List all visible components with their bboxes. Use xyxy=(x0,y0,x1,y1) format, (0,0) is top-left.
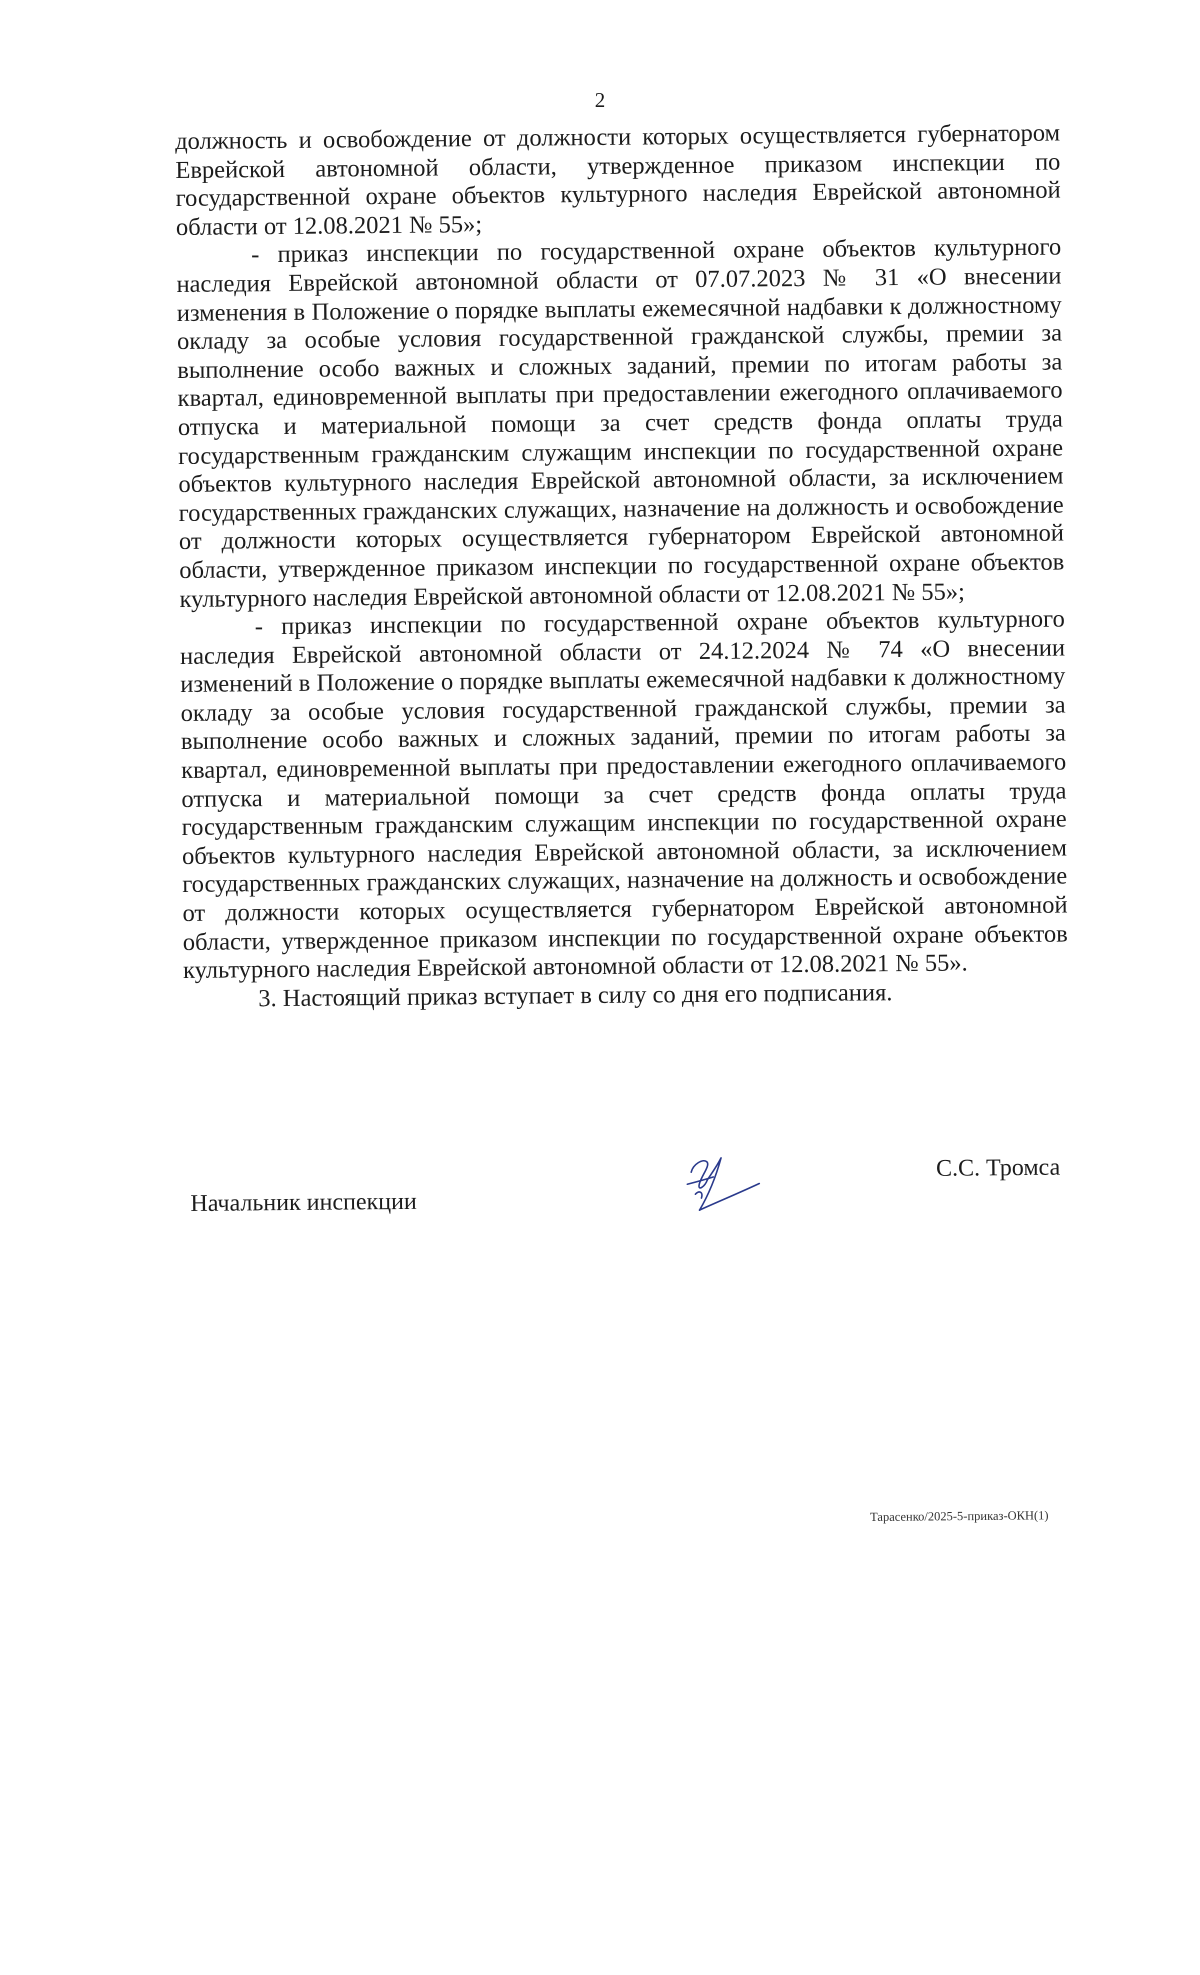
signer-name: С.С. Тромса xyxy=(935,1154,1061,1182)
paragraph-order-2024: - приказ инспекции по государственной охране объектов культурного наследия Еврейской автономной области от 24.12.2024 № 74 «О внесении изменений в Положение о порядке выплаты ежемесячной надбавки к должностному окладу за особые условия государственной гражданской службы, премии за выполнение особо важных и сложных заданий, премии по итогам работы за квартал, единовременной выплаты при предоставлении ежегодного оплачиваемого отпуска и материальной помощи за счет средств фонда оплаты труда государственным гражданским служащим инспекции по государственной охране объектов культурного наследия Еврейской автономной области, за исключением государственных гражданских служащих, назначение на должность и освобождение от должности которых осуществляется губернатором Еврейской автономной области, утвержденное приказом инспекции по государственной охране объектов культурного наследия Еврейской автономной области от 12.08.2021 № 55». xyxy=(179,605,1068,985)
paragraph-effective-date: 3. Настоящий приказ вступает в силу со дня его подписания. xyxy=(258,978,893,1013)
handwritten-signature xyxy=(677,1150,763,1221)
document-body xyxy=(175,120,1068,1015)
paragraph-continuation: должность и освобождение от должности которых осуществляется губернатором Еврейской автономной области, утвержденное приказом инспекции по государственной охране объектов культурного наследия Еврейской автономной области от 12.08.2021 № 55»; xyxy=(175,119,1061,241)
signer-position: Начальник инспекции xyxy=(190,1188,417,1217)
document-reference: Тарасенко/2025-5-приказ-ОКН(1) xyxy=(870,1508,1049,1524)
signature-block xyxy=(190,1147,1071,1245)
paragraph-order-2023: - приказ инспекции по государственной охране объектов культурного наследия Еврейской автономной области от 07.07.2023 № 31 «О внесении изменения в Положение о порядке выплаты ежемесячной надбавки к должностному окладу за особые условия государственной гражданской службы, премии за выполнение особо важных и сложных заданий, премии по итогам работы за квартал, единовременной выплаты при предоставлении ежегодного оплачиваемого отпуска и материальной помощи за счет средств фонда оплаты труда государственным гражданским служащим инспекции по государственной охране объектов культурного наследия Еврейской автономной области, за исключением государственных гражданских служащих, назначение на должность и освобождение от должности которых осуществляется губернатором Еврейской автономной области, утвержденное приказом инспекции по государственной охране объектов культурного наследия Еврейской автономной области от 12.08.2021 № 55»; xyxy=(176,233,1065,613)
page-number: 2 xyxy=(594,88,606,112)
